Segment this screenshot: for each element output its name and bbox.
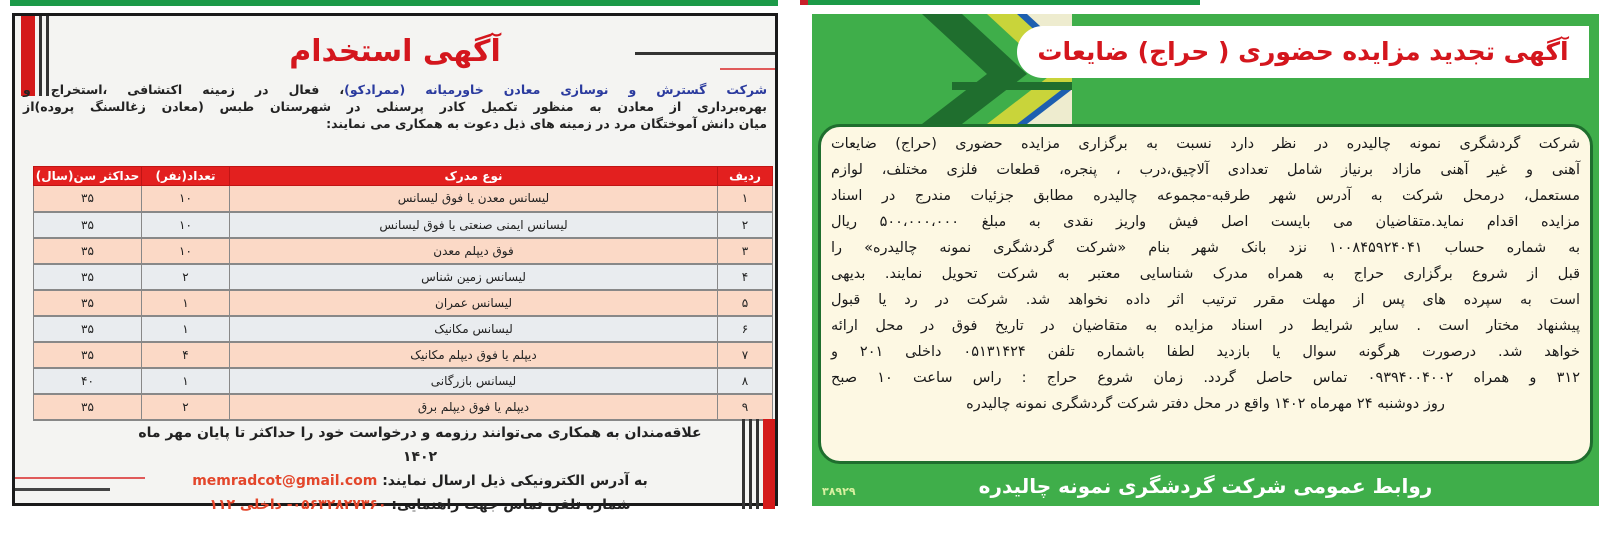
cell-count: ۲ <box>142 394 230 420</box>
ad-title: آگهی تجدید مزایده حضوری ( حراج) ضایعات <box>1037 37 1569 66</box>
cell-degree: لیسانس بازرگانی <box>230 368 718 394</box>
cell-count: ۱ <box>142 368 230 394</box>
header-row-number: ردیف <box>718 167 773 186</box>
body-line: قبل از شروع برگزاری حراج به همراه مدرک شناسایی معتبر به شرکت تحویل نمایند. بدیهی <box>831 266 1580 282</box>
company-name: شرکت گسترش و نوسازی معادن خاورمیانه (ممرادکو) <box>344 82 767 97</box>
cell-degree: لیسانس مکانیک <box>230 316 718 342</box>
decorative-bars <box>735 411 775 509</box>
body-line: مستعمل، درمحل شرکت به آدرس شهر طرقبه-مجموعه چالیدره مطابق جزئیات مندرج در اسناد <box>831 188 1580 204</box>
header-degree: نوع مدرک <box>230 167 718 186</box>
cell-max-age: ۴۰ <box>34 368 142 394</box>
ad-signature: روابط عمومی شرکت گردشگری نمونه چالیدره <box>978 474 1433 498</box>
cell-row-number: ۷ <box>718 342 773 368</box>
cell-max-age: ۳۵ <box>34 316 142 342</box>
cell-degree: فوق دیپلم معدن <box>230 238 718 264</box>
table-row <box>34 342 773 368</box>
cell-row-number: ۱ <box>718 186 773 212</box>
body-line: است به سپرده های پس از مهلت مقرر ترتیب اثر داده نخواهد شد. شرکت در رد یا قبول <box>831 292 1580 308</box>
body-line: ۳۱۲ و همراه ۰۹۳۹۴۰۰۴۰۰۲ تماس حاصل گردد. زمان شروع حراج : راس ساعت ۱۰ صبح <box>831 370 1580 386</box>
ad-intro: شرکت گسترش و نوسازی معادن خاورمیانه (ممرادکو)، فعال در زمینه اکتشافی ،استخراج و بهره‌برداری از معادن به منظور تکمیل کادر پرسنلی در شهرستان طبس (معادن زغالسنگ پروده)از میان دانش آموختگان مرد در زمینه های ذیل دعوت به همکاری می نمایند: <box>23 82 767 131</box>
cell-row-number: ۴ <box>718 264 773 290</box>
cell-max-age: ۳۵ <box>34 212 142 238</box>
table-row <box>34 238 773 264</box>
header-max-age: حداکثر سن(سال) <box>34 167 142 186</box>
employment-ad <box>12 13 778 513</box>
cell-count: ۱۰ <box>142 212 230 238</box>
cell-row-number: ۹ <box>718 394 773 420</box>
cell-count: ۲ <box>142 264 230 290</box>
body-line: مزایده اقدام نماید.متقاضیان می بایست اصل فیش واریز نقدی به مبلغ ۵۰۰،۰۰۰،۰۰۰ ریال <box>831 214 1581 230</box>
decorative-line <box>15 488 110 491</box>
body-line: خواهد شد. درصورت هرگونه سوال یا بازدید لطفا باشماره تلفن ۰۵۱۳۱۴۲۴ داخلی ۲۰۱ و <box>831 344 1580 360</box>
ad-title: آگهی استخدام <box>289 34 501 69</box>
top-green-strip <box>800 0 1200 5</box>
ad-footer: علاقه‌مندان به همکاری می‌توانند رزومه و درخواست خود را حداکثر تا پایان مهر ماه ۱۴۰۲ به آدرس الکترونیکی ذیل ارسال نمایند: memradcot@gmail.com شماره تلفن تماس جهت راهنمایی: ۰۵۶۳۲۸۲۷۳۶۰- داخلی ۱۱۲ <box>138 425 702 513</box>
table-row <box>34 394 773 420</box>
table-row <box>34 290 773 316</box>
auction-ad <box>812 14 1599 506</box>
cell-max-age: ۳۵ <box>34 342 142 368</box>
cell-degree: دیپلم یا فوق دیپلم مکانیک <box>230 342 718 368</box>
body-line: روز دوشنبه ۲۴ مهرماه ۱۴۰۲ واقع در محل دفتر شرکت گردشگری نمونه چالیدره <box>966 396 1445 412</box>
phone-number: ۰۵۶۳۲۸۲۷۳۶۰- داخلی ۱۱۲ <box>209 497 387 513</box>
table-row <box>34 186 773 212</box>
cell-count: ۱ <box>142 290 230 316</box>
positions-table <box>33 166 773 421</box>
top-green-strip <box>10 0 778 6</box>
cell-count: ۴ <box>142 342 230 368</box>
body-line: شرکت گردشگری نمونه چالیدره در نظر دارد نسبت به برگزاری مزایده حضوری (حراج) ضایعات <box>831 136 1580 152</box>
cell-degree: دیپلم یا فوق دیپلم برق <box>230 394 718 420</box>
title-banner <box>1017 26 1589 78</box>
cell-row-number: ۸ <box>718 368 773 394</box>
cell-row-number: ۳ <box>718 238 773 264</box>
ad-code: ۳۸۹۲۹ <box>822 485 856 498</box>
cell-row-number: ۲ <box>718 212 773 238</box>
table-row <box>34 316 773 342</box>
cell-row-number: ۵ <box>718 290 773 316</box>
ad-body <box>818 124 1593 464</box>
cell-row-number: ۶ <box>718 316 773 342</box>
table-row <box>34 264 773 290</box>
table-row <box>34 212 773 238</box>
body-line: آهنی و غیر آهنی مازاد برنیاز شامل تعدادی آلاچیق،درب ، پنجره، قطعات فلزی مختلف، لوازم <box>831 162 1580 178</box>
cell-count: ۱ <box>142 316 230 342</box>
cell-max-age: ۳۵ <box>34 238 142 264</box>
cell-count: ۱۰ <box>142 238 230 264</box>
cell-degree: لیسانس ایمنی صنعتی یا فوق لیسانس <box>230 212 718 238</box>
cell-degree: لیسانس عمران <box>230 290 718 316</box>
cell-max-age: ۳۵ <box>34 186 142 212</box>
decorative-line <box>15 477 145 479</box>
email-link[interactable]: memradcot@gmail.com <box>192 473 378 489</box>
cell-degree: لیسانس زمین شناس <box>230 264 718 290</box>
body-line: پیشنهاد مختار است . سایر شرایط در اسناد مزایده به متقاضیان در تاریخ فوق در محل ارائه <box>831 318 1580 334</box>
cell-max-age: ۳۵ <box>34 394 142 420</box>
cell-count: ۱۰ <box>142 186 230 212</box>
cell-degree: لیسانس معدن یا فوق لیسانس <box>230 186 718 212</box>
cell-max-age: ۳۵ <box>34 264 142 290</box>
cell-max-age: ۳۵ <box>34 290 142 316</box>
body-line: به شماره حساب ۱۰۰۸۴۵۹۲۴۰۴۱ نزد بانک شهر بنام «شرکت گردشگری نمونه چالیدره» را <box>831 240 1580 256</box>
header-count: تعداد(نفر) <box>142 167 230 186</box>
table-row <box>34 368 773 394</box>
